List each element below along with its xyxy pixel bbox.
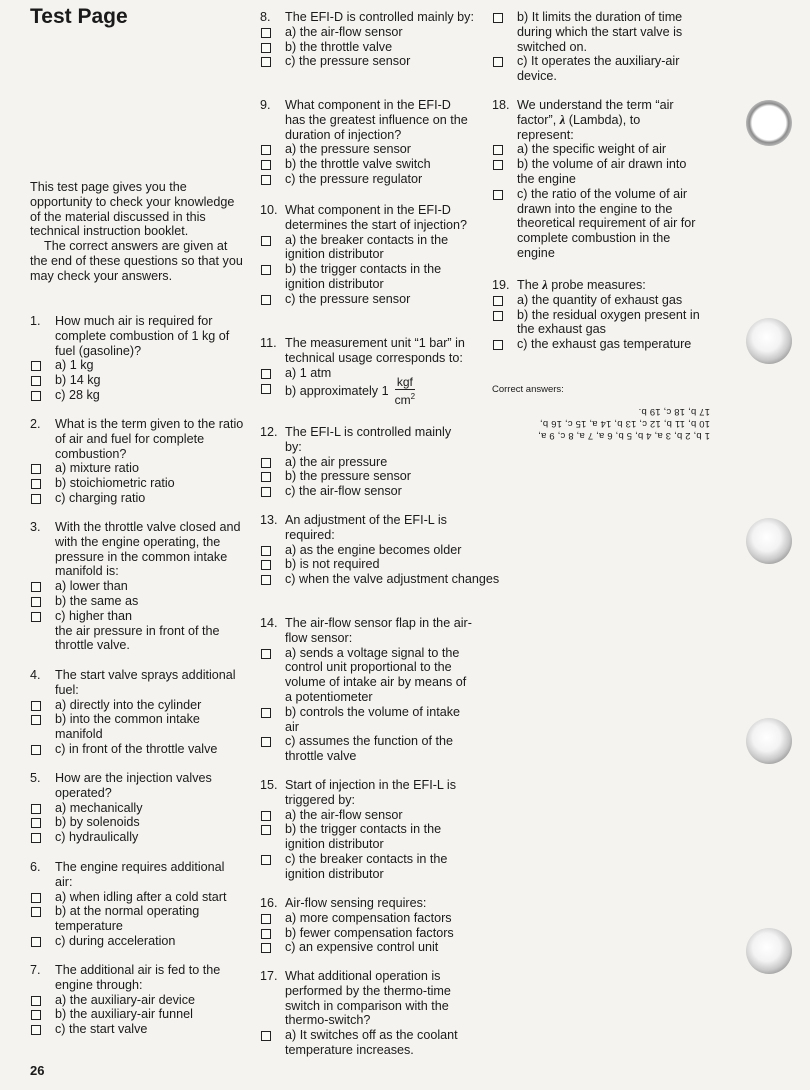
question-16 xyxy=(260,896,480,955)
checkbox[interactable] xyxy=(261,929,271,939)
checkbox[interactable] xyxy=(31,715,41,725)
lambda-symbol: λ xyxy=(559,112,566,127)
answer-line: 10 b, 11 b, 12 c, 13 b, 14 a, 15 c, 16 b, xyxy=(539,418,710,429)
checkbox[interactable] xyxy=(31,361,41,371)
question-number: 17. xyxy=(260,969,278,983)
checkbox[interactable] xyxy=(31,1025,41,1035)
question-number: 12. xyxy=(260,425,278,439)
question-number: 1. xyxy=(30,314,41,328)
answer-option[interactable]: c) the air-flow sensor xyxy=(260,484,470,499)
question-number: 4. xyxy=(30,668,41,682)
answer-option[interactable]: b) the throttle valve xyxy=(260,40,480,55)
question-6 xyxy=(30,860,245,949)
question-text: The EFI-D is controlled mainly by: xyxy=(285,10,474,24)
answer-option[interactable]: a) the pressure sensor xyxy=(260,142,470,157)
answer-option[interactable]: c) the pressure sensor xyxy=(260,292,470,307)
question-text: Start of injection in the EFI-L is triggered by: xyxy=(285,778,457,807)
question-text: The air-flow sensor flap in the air-flow sensor: xyxy=(285,616,472,645)
checkbox[interactable] xyxy=(261,825,271,835)
answer-option[interactable]: a) 1 atm xyxy=(260,366,480,381)
answer-option[interactable]: b) the same as xyxy=(30,594,245,609)
checkbox[interactable] xyxy=(261,472,271,482)
checkbox[interactable] xyxy=(493,13,503,23)
answer-option[interactable]: a) directly into the cylinder xyxy=(30,698,245,713)
answer-option[interactable]: b) stoichiometric ratio xyxy=(30,476,245,491)
answer-option[interactable]: c) the breaker contacts in the ignition distributor xyxy=(260,852,470,882)
question-number: 13. xyxy=(260,513,278,527)
intro-paragraph: This test page gives you the opportunity to check your knowledge of the material discussed in this technical instruction booklet. xyxy=(30,180,235,239)
answer-option[interactable]: b) is not required xyxy=(260,557,530,572)
answer-option[interactable]: a) the breaker contacts in the ignition distributor xyxy=(260,233,470,263)
answer-option[interactable]: c) higher than xyxy=(30,609,245,624)
question-4 xyxy=(30,668,245,757)
checkbox[interactable] xyxy=(493,296,503,306)
answer-option[interactable]: c) the ratio of the volume of air drawn into the engine to the theoretical requirement of air for complete combustion in the engine xyxy=(492,187,707,261)
question-number: 6. xyxy=(30,860,41,874)
binder-ring-hole xyxy=(746,928,792,974)
question-17-continued xyxy=(492,10,707,84)
question-text: We understand the term “air factor”, λ (Lambda), to represent: xyxy=(517,98,674,142)
checkbox[interactable] xyxy=(31,582,41,592)
question-number: 10. xyxy=(260,203,278,217)
checkbox[interactable] xyxy=(261,855,271,865)
answer-option[interactable]: b) the throttle valve switch xyxy=(260,157,470,172)
intro-text xyxy=(30,180,245,284)
answer-option[interactable]: a) It switches off as the coolant temperature increases. xyxy=(260,1028,480,1058)
answer-option[interactable]: a) the quantity of exhaust gas xyxy=(492,293,707,308)
checkbox[interactable] xyxy=(31,464,41,474)
checkbox[interactable] xyxy=(31,907,41,917)
question-number: 2. xyxy=(30,417,41,431)
question-10 xyxy=(260,203,470,307)
question-number: 19. xyxy=(492,278,510,292)
question-text: How are the injection valves operated? xyxy=(55,771,212,800)
question-text: What additional operation is performed by the thermo-time switch in comparison with the thermo-switch? xyxy=(285,969,451,1028)
answer-option[interactable]: c) an expensive control unit xyxy=(260,940,480,955)
binder-ring-hole xyxy=(746,318,792,364)
answer-option[interactable]: a) mechanically xyxy=(30,801,245,816)
question-9 xyxy=(260,98,470,187)
question-text: What component in the EFI-D has the greatest influence on the duration of injection? xyxy=(285,98,468,142)
answer-option[interactable]: a) the air-flow sensor xyxy=(260,808,470,823)
answer-option[interactable]: b) fewer compensation factors xyxy=(260,926,480,941)
intro-paragraph: The correct answers are given at the end of these questions so that you may check your answers. xyxy=(30,239,243,283)
answer-option[interactable]: c) the start valve xyxy=(30,1022,245,1037)
question-19 xyxy=(492,278,707,352)
answer-option[interactable]: b) the trigger contacts in the ignition distributor xyxy=(260,262,470,292)
question-8 xyxy=(260,10,480,69)
question-14 xyxy=(260,616,475,764)
checkbox[interactable] xyxy=(261,943,271,953)
answer-option[interactable]: b) the pressure sensor xyxy=(260,469,470,484)
question-number: 8. xyxy=(260,10,271,24)
answer-option[interactable]: b) approximately 1 $\frac{\text{kgf}}{cm^2}$ xyxy=(260,376,480,407)
question-text: What component in the EFI-D determines the start of injection? xyxy=(285,203,468,232)
answers-label: Correct answers: xyxy=(492,384,564,395)
question-1 xyxy=(30,314,245,403)
checkbox[interactable] xyxy=(31,391,41,401)
checkbox[interactable] xyxy=(31,612,41,622)
checkbox[interactable] xyxy=(261,295,271,305)
checkbox[interactable] xyxy=(261,28,271,38)
checkbox[interactable] xyxy=(31,479,41,489)
checkbox[interactable] xyxy=(261,57,271,67)
checkbox[interactable] xyxy=(261,1031,271,1041)
question-5 xyxy=(30,771,245,845)
checkbox[interactable] xyxy=(31,833,41,843)
checkbox[interactable] xyxy=(261,145,271,155)
answer-key-upside-down xyxy=(490,405,710,441)
answer-option[interactable]: a) the air pressure xyxy=(260,455,470,470)
checkbox[interactable] xyxy=(31,494,41,504)
question-text: An adjustment of the EFI-L is required: xyxy=(285,513,447,542)
checkbox[interactable] xyxy=(31,996,41,1006)
answer-option[interactable]: a) more compensation factors xyxy=(260,911,480,926)
answer-option[interactable]: a) the specific weight of air xyxy=(492,142,707,157)
question-text: With the throttle valve closed and with the engine operating, the pressure in the common intake manifold is: xyxy=(55,520,241,579)
question-15 xyxy=(260,778,470,882)
answer-option[interactable]: b) controls the volume of intake air xyxy=(260,705,475,735)
question-number: 3. xyxy=(30,520,41,534)
checkbox[interactable] xyxy=(31,597,41,607)
question-text: Air-flow sensing requires: xyxy=(285,896,427,910)
checkbox[interactable] xyxy=(31,376,41,386)
answer-option[interactable]: a) when idling after a cold start xyxy=(30,890,245,905)
answer-option[interactable]: c) when the valve adjustment changes xyxy=(260,572,530,587)
checkbox[interactable] xyxy=(261,265,271,275)
question-12 xyxy=(260,425,470,499)
question-text: The EFI-L is controlled mainly by: xyxy=(285,425,452,454)
binder-ring-hole xyxy=(746,518,792,564)
checkbox[interactable] xyxy=(261,560,271,570)
checkbox[interactable] xyxy=(261,914,271,924)
answer-option[interactable]: c) It operates the auxiliary-air device. xyxy=(492,54,707,84)
question-13 xyxy=(260,513,530,587)
question-number: 7. xyxy=(30,963,41,977)
question-text: The additional air is fed to the engine through: xyxy=(55,963,221,992)
answer-option[interactable]: b) the auxiliary-air funnel xyxy=(30,1007,245,1022)
checkbox[interactable] xyxy=(261,43,271,53)
checkbox[interactable] xyxy=(261,737,271,747)
question-number: 11. xyxy=(260,336,277,350)
checkbox[interactable] xyxy=(31,937,41,947)
answer-option[interactable]: c) the pressure regulator xyxy=(260,172,470,187)
checkbox[interactable] xyxy=(31,893,41,903)
checkbox[interactable] xyxy=(31,804,41,814)
answer-option[interactable]: b) 14 kg xyxy=(30,373,245,388)
answer-option[interactable]: b) the volume of air drawn into the engine xyxy=(492,157,707,187)
answer-option[interactable]: a) 1 kg xyxy=(30,358,245,373)
answer-option[interactable]: a) sends a voltage signal to the control unit proportional to the volume of intake air by means of a potentiometer xyxy=(260,646,475,705)
page-number: 26 xyxy=(30,1063,45,1078)
answer-option[interactable]: c) in front of the throttle valve xyxy=(30,742,245,757)
question-continuation: the air pressure in front of the throttle valve. xyxy=(55,623,220,653)
answer-option[interactable]: b) the residual oxygen present in the exhaust gas xyxy=(492,308,707,338)
checkbox[interactable] xyxy=(31,818,41,828)
question-number: 15. xyxy=(260,778,278,792)
answer-option[interactable]: a) the auxiliary-air device xyxy=(30,993,245,1008)
checkbox[interactable] xyxy=(261,708,271,718)
checkbox[interactable] xyxy=(261,487,271,497)
answer-option[interactable]: b) the trigger contacts in the ignition distributor xyxy=(260,822,470,852)
answer-option[interactable]: c) the pressure sensor xyxy=(260,54,480,69)
question-7 xyxy=(30,963,245,1037)
checkbox[interactable] xyxy=(261,649,271,659)
lambda-symbol: λ xyxy=(542,278,548,292)
question-17 xyxy=(260,969,480,1058)
answer-option[interactable]: c) charging ratio xyxy=(30,491,245,506)
answer-option[interactable]: c) hydraulically xyxy=(30,830,245,845)
question-11 xyxy=(260,336,480,407)
question-18 xyxy=(492,98,707,261)
question-3 xyxy=(30,520,245,653)
checkbox[interactable] xyxy=(493,57,503,67)
checkbox[interactable] xyxy=(31,701,41,711)
answer-option[interactable]: c) assumes the function of the throttle valve xyxy=(260,734,475,764)
checkbox[interactable] xyxy=(261,811,271,821)
question-text: What is the term given to the ratio of air and fuel for complete combustion? xyxy=(55,417,244,461)
question-2 xyxy=(30,417,245,506)
answer-option[interactable]: a) the air-flow sensor xyxy=(260,25,480,40)
question-text: The λ probe measures: xyxy=(517,278,646,292)
question-text: The start valve sprays additional fuel: xyxy=(55,668,236,697)
answer-line: 17 b, 18 c, 19 b. xyxy=(638,406,710,417)
checkbox[interactable] xyxy=(261,175,271,185)
answer-option[interactable]: c) during acceleration xyxy=(30,934,245,949)
question-text: How much air is required for complete combustion of 1 kg of fuel (gasoline)? xyxy=(55,314,230,358)
checkbox[interactable] xyxy=(493,160,503,170)
question-text: The engine requires additional air: xyxy=(55,860,225,889)
checkbox[interactable] xyxy=(31,745,41,755)
answer-option[interactable]: b) at the normal operating temperature xyxy=(30,904,245,934)
checkbox[interactable] xyxy=(493,145,503,155)
question-number: 18. xyxy=(492,98,510,112)
question-number: 5. xyxy=(30,771,41,785)
checkbox[interactable] xyxy=(261,546,271,556)
answer-option[interactable]: b) It limits the duration of time during which the start valve is switched on. xyxy=(492,10,707,54)
checkbox[interactable] xyxy=(493,190,503,200)
answer-option[interactable]: a) as the engine becomes older xyxy=(260,543,470,558)
checkbox[interactable] xyxy=(261,160,271,170)
question-number: 16. xyxy=(260,896,278,910)
page-title: Test Page xyxy=(30,5,128,28)
checkbox[interactable] xyxy=(31,1010,41,1020)
checkbox[interactable] xyxy=(261,384,271,394)
question-number: 9. xyxy=(260,98,271,112)
answer-line: 1 b, 2 b, 3 a, 4 b, 5 b, 6 a, 7 a, 8 c, 9 a, xyxy=(538,430,710,441)
checkbox[interactable] xyxy=(493,340,503,350)
answer-option[interactable]: b) by solenoids xyxy=(30,815,245,830)
answer-option[interactable]: c) the exhaust gas temperature xyxy=(492,337,707,352)
answer-option[interactable]: c) 28 kg xyxy=(30,388,245,403)
question-number: 14. xyxy=(260,616,278,630)
binder-ring-hole xyxy=(746,100,792,146)
binder-ring-hole xyxy=(746,718,792,764)
checkbox[interactable] xyxy=(261,575,271,585)
answer-option[interactable]: b) into the common intake manifold xyxy=(30,712,245,742)
checkbox[interactable] xyxy=(261,236,271,246)
checkbox[interactable] xyxy=(261,458,271,468)
answer-option[interactable]: a) lower than xyxy=(30,579,245,594)
question-text: The measurement unit “1 bar” in technical usage corresponds to: xyxy=(285,336,465,365)
answer-option[interactable]: a) mixture ratio xyxy=(30,461,245,476)
checkbox[interactable] xyxy=(493,311,503,321)
unit-fraction: $\frac{\text{kgf}}{cm^2}$ xyxy=(394,375,416,408)
